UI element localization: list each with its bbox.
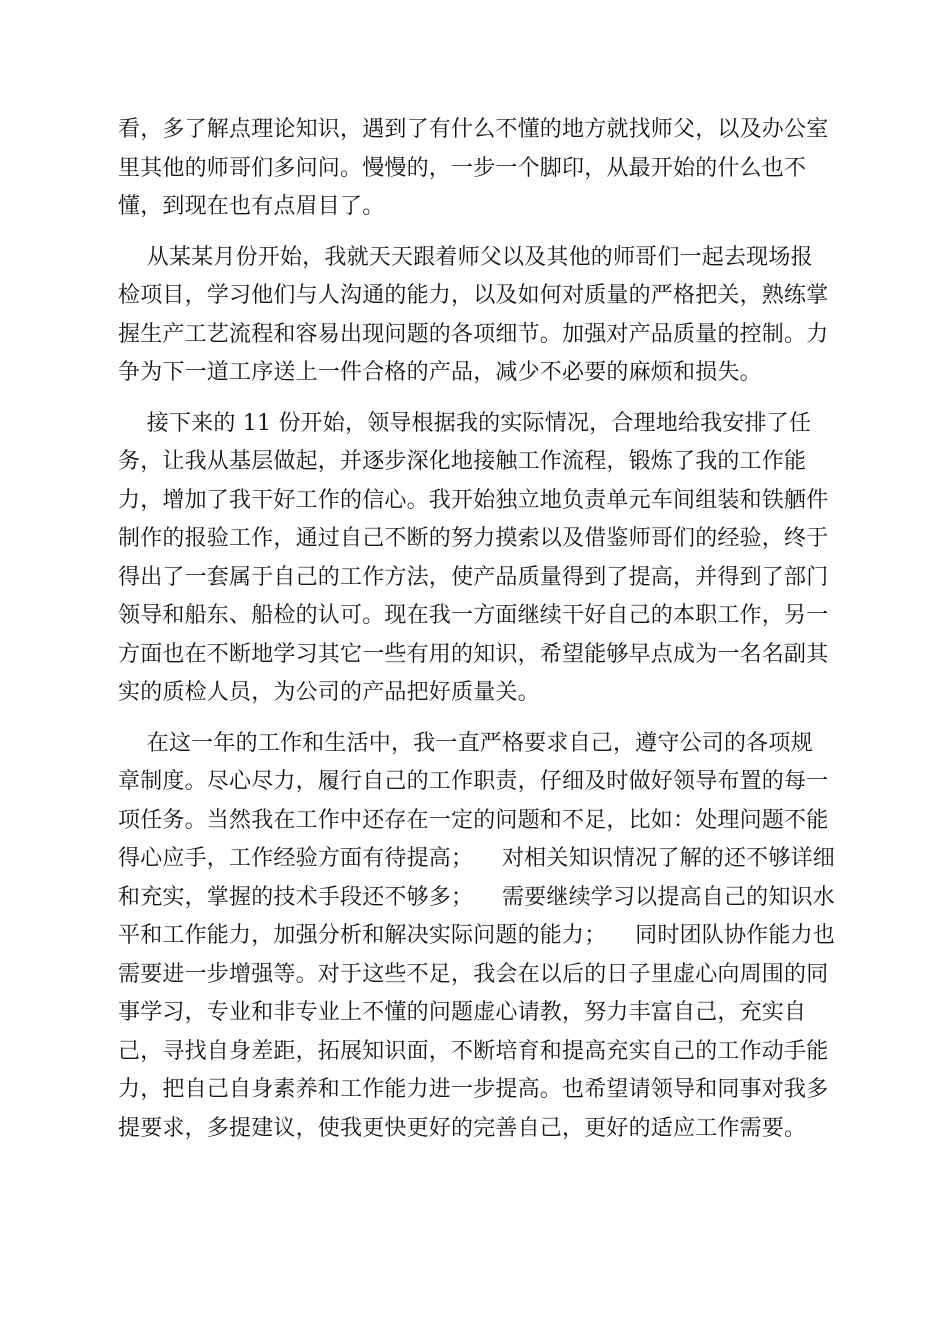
text-line: 章制度。尽心尽力，履行自己的工作职责，仔细及时做好领导布置的每一	[118, 769, 829, 794]
text-line: 里其他的师哥们多问问。慢慢的，一步一个脚印，从最开始的什么也不	[118, 155, 807, 181]
text-line: 接下来的 11 份开始，领导根据我的实际情况，合理地给我安排了任	[118, 410, 812, 436]
text-line: 得出了一套属于自己的工作方法，使产品质量得到了提高，并得到了部门	[118, 564, 829, 590]
document-body	[118, 111, 834, 1160]
text-line: 力，把自己自身素养和工作能力进一步提高。也希望请领导和同事对我多	[118, 1077, 829, 1102]
text-line: 检项目，学习他们与人沟通的能力，以及如何对质量的严格把关，熟练掌	[118, 283, 829, 308]
paragraph-3	[118, 405, 834, 713]
text-line: 在这一年的工作和生活中，我一直严格要求自己，遵守公司的各项规	[118, 730, 813, 756]
paragraph-1	[118, 111, 834, 227]
text-line: 提要求，多提建议，使我更快更好的完善自己，更好的适应工作需要。	[118, 1115, 807, 1141]
text-line: 方面也在不断地学习其它一些有用的知识，希望能够早点成为一名名副其	[118, 641, 829, 667]
text-line: 实的质检人员，为公司的产品把好质量关。	[118, 680, 540, 705]
text-line: 得心应手，工作经验方面有待提高； 对相关知识情况了解的还不够详细	[118, 846, 835, 871]
text-line: 争为下一道工序送上一件合格的产品，减少不必要的麻烦和损失。	[118, 360, 762, 385]
text-line: 务，让我从基层做起，并逐步深化地接触工作流程，锻炼了我的工作能	[118, 449, 807, 474]
text-line: 力，增加了我干好工作的信心。我开始独立地负责单元车间组装和铁舾件	[118, 487, 829, 513]
paragraph-2	[118, 239, 834, 393]
text-line: 握生产工艺流程和容易出现问题的各项细节。加强对产品质量的控制。力	[118, 321, 829, 347]
text-line: 领导和船东、船检的认可。现在我一方面继续干好自己的本职工作，另一	[118, 603, 829, 628]
text-line: 和充实，掌握的技术手段还不够多； 需要继续学习以提高自己的知识水	[118, 884, 835, 910]
text-line: 制作的报验工作，通过自己不断的努力摸索以及借鉴师哥们的经验，终于	[118, 526, 829, 551]
text-line: 事学习，专业和非专业上不懂的问题虚心请教，努力丰富自己，充实自	[118, 1000, 807, 1025]
text-line: 懂，到现在也有点眉目了。	[118, 194, 385, 219]
text-line: 己，寻找自身差距，拓展知识面，不断培育和提高充实自己的工作动手能	[118, 1038, 829, 1064]
text-line: 看，多了解点理论知识，遇到了有什么不懂的地方就找师父，以及办公室	[118, 117, 829, 142]
paragraph-4	[118, 725, 834, 1149]
text-line: 需要进一步增强等。对于这些不足，我会在以后的日子里虚心向周围的同	[118, 961, 829, 987]
text-line: 平和工作能力，加强分析和解决实际问题的能力； 同时团队协作能力也	[118, 923, 835, 948]
text-line: 从某某月份开始，我就天天跟着师父以及其他的师哥们一起去现场报	[118, 244, 813, 270]
text-line: 项任务。当然我在工作中还存在一定的问题和不足，比如：处理问题不能	[118, 807, 829, 833]
